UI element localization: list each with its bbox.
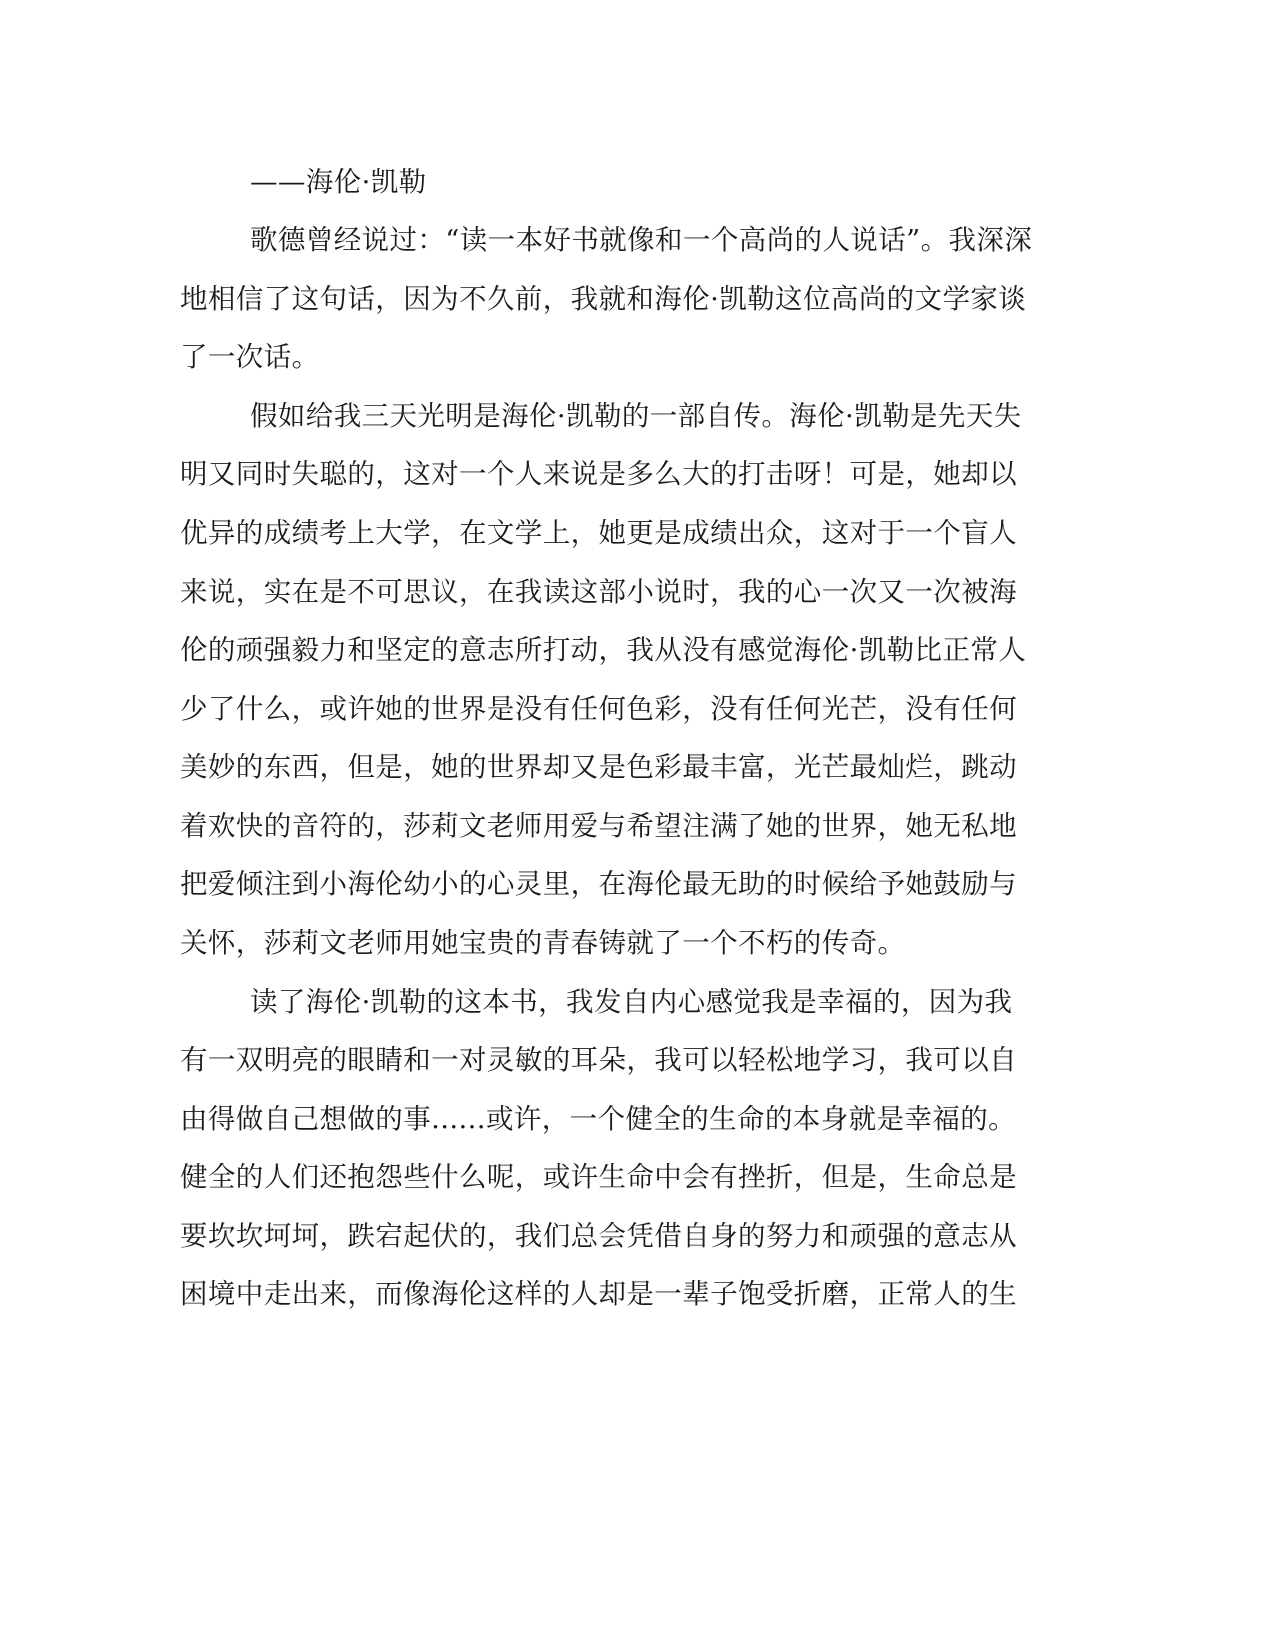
- paragraph-line: 优异的成绩考上大学，在文学上，她更是成绩出众，这对于一个盲人: [180, 517, 1017, 549]
- paragraph-line: 把爱倾注到小海伦幼小的心灵里，在海伦最无助的时候给予她鼓励与: [180, 868, 1017, 900]
- paragraph-line: 了一次话。: [180, 341, 320, 373]
- paragraph-line: 读了海伦·凯勒的这本书，我发自内心感觉我是幸福的，因为我: [250, 986, 1013, 1018]
- paragraph-line: 来说，实在是不可思议，在我读这部小说时，我的心一次又一次被海: [180, 576, 1017, 608]
- paragraph-line: 由得做自己想做的事......或许，一个健全的生命的本身就是幸福的。: [180, 1103, 1017, 1135]
- paragraph-line: 地相信了这句话，因为不久前，我就和海伦·凯勒这位高尚的文学家谈: [180, 283, 1027, 315]
- paragraph-line: 关怀，莎莉文老师用她宝贵的青春铸就了一个不朽的传奇。: [180, 927, 906, 959]
- paragraph-line: 美妙的东西，但是，她的世界却又是色彩最丰富，光芒最灿烂，跳动: [180, 751, 1017, 783]
- paragraph-line: 明又同时失聪的，这对一个人来说是多么大的打击呀！可是，她却以: [180, 458, 1017, 490]
- paragraph-line: 伦的顽强毅力和坚定的意志所打动，我从没有感觉海伦·凯勒比正常人: [180, 634, 1027, 666]
- paragraph-line: 要坎坎坷坷，跌宕起伏的，我们总会凭借自身的努力和顽强的意志从: [180, 1220, 1017, 1252]
- paragraph-line: 有一双明亮的眼睛和一对灵敏的耳朵，我可以轻松地学习，我可以自: [180, 1044, 1017, 1076]
- paragraph-line: 假如给我三天光明是海伦·凯勒的一部自传。海伦·凯勒是先天失: [250, 400, 1022, 432]
- paragraph-line: 歌德曾经说过：“读一本好书就像和一个高尚的人说话”。我深深: [250, 224, 1033, 256]
- paragraph-line: 困境中走出来，而像海伦这样的人却是一辈子饱受折磨，正常人的生: [180, 1278, 1017, 1310]
- paragraph-line: 着欢快的音符的，莎莉文老师用爱与希望注满了她的世界，她无私地: [180, 810, 1017, 842]
- attribution-line: ——海伦·凯勒: [250, 166, 427, 198]
- paragraph-line: 少了什么，或许她的世界是没有任何色彩，没有任何光芒，没有任何: [180, 693, 1017, 725]
- paragraph-line: 健全的人们还抱怨些什么呢，或许生命中会有挫折，但是，生命总是: [180, 1161, 1017, 1193]
